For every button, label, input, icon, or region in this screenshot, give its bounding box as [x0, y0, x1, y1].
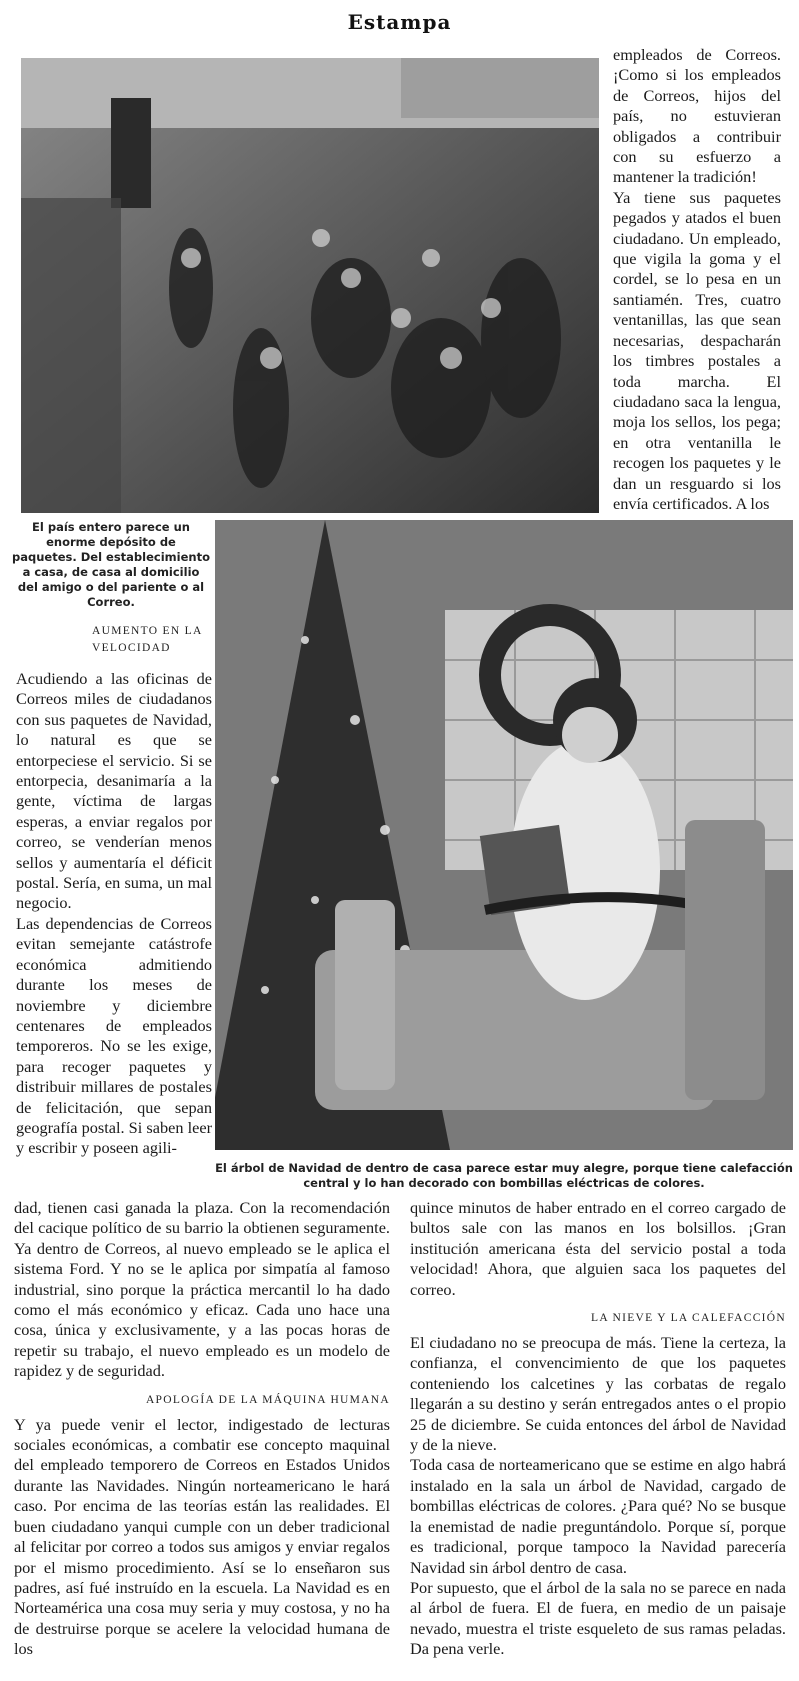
photo-caption: El árbol de Navidad de dentro de casa parece estar muy alegre, porque tiene calefacción central y lo han decorado con bombillas eléctricas de colores. — [215, 1161, 793, 1190]
bottom-left-column — [14, 1198, 390, 1660]
photo-caption: El país entero parece un enorme depósito de paquetes. Del establecimiento a casa, de casa al domicilio del amigo o del pariente o al Correo. — [12, 520, 210, 609]
paragraph: quince minutos de haber entrado en el correo cargado de bultos sale con las manos en los bolsillos. ¡Gran institución americana ésta del servicio postal a toda velocidad! Ahora, que alguien saca los paquetes del correo. — [410, 1198, 786, 1299]
paragraph: Acudiendo a las oficinas de Correos miles de ciudadanos con sus paquetes de Navidad, lo natural es que se entorpeciese el servicio. Si se entorpecia, desanimaría a la gente, víctima de largas esperas, a enviar regalos por correo, se venderían menos sellos y aumentaría el déficit postal. Sería, en suma, un mal negocio. — [16, 669, 212, 913]
left-column — [16, 623, 212, 1159]
post-office-photo — [21, 58, 599, 513]
bottom-right-column — [410, 1198, 786, 1660]
section-subhead: LA NIEVE Y LA CALEFACCIÓN — [591, 1312, 786, 1325]
paragraph: Y ya puede venir el lector, indigestado de lecturas sociales económicas, a combatir ese concepto maquinal del empleado temporero de Correos en Estados Unidos durante las Navidades. Ningún norteamericano le hará caso. Por encima de las teorías están las realidades. El buen ciudadano yanqui cumple con un deber tradicional al felicitar por correo a todos sus amigos y enviar regalos por el mismo procedimiento. Así se lo enseñaron sus padres, así fué instruído en la escuela. La Navidad es en Norteamérica una cosa muy seria y muy costosa, y no ha de destruirse porque se acelere la velocidad humana de los — [14, 1414, 390, 1659]
paragraph: Las dependencias de Correos evitan semejante catástrofe económica admitiendo durante los meses de noviembre y diciembre centenares de empleados temporeros. No se les exige, para recoger paquetes y distribuir millares de postales de felicitación, que sepan geografía postal. Si saben leer y escribir y poseen agili- — [16, 913, 212, 1158]
section-subhead: AUMENTO EN LA VELOCIDAD — [92, 625, 202, 654]
paragraph: empleados de Correos. ¡Como si los empleados de Correos, hijos del país, no estuvieran obligados a contribuir con su esfuerzo a mantener la tradición! — [613, 45, 781, 187]
section-subhead: APOLOGÍA DE LA MÁQUINA HUMANA — [145, 1393, 390, 1406]
paragraph: Por supuesto, que el árbol de la sala no se parece en nada al árbol de fuera. El de fuera, en medio de un paisaje nevado, muestra el triste esqueleto de sus ramas peladas. Da pena verle. — [410, 1577, 786, 1659]
paragraph: dad, tienen casi ganada la plaza. Con la recomendación del cacique político de su barrio la obtienen seguramente. Ya dentro de Correos, al nuevo empleado se le aplica el sistema Ford. Y no se le aplica por simpatía al famoso industrial, sino porque la práctica mercantil lo ha dado como el más económico y eficaz. Cada uno hace una cosa, única y exclusivamente, y a las pocas horas de repetir su trabajo, el nuevo empleado es un modelo de rapidez y de seguridad. — [14, 1198, 390, 1381]
christmas-tree-photo — [215, 520, 793, 1150]
paragraph: El ciudadano no se preocupa de más. Tiene la certeza, la confianza, el convencimiento de que los paquetes conteniendo los calcetines y las corbatas de regalo llegarán a su destino y serán entregados antes o el propio 25 de diciembre. Se cuida entonces del árbol de Navidad y de la nieve. — [410, 1333, 786, 1455]
right-top-column — [613, 45, 781, 514]
paragraph: Ya tiene sus paquetes pegados y atados el buen ciudadano. Un empleado, que vigila la goma y el cordel, se lo pesa en un santiamén. Tres, cuatro ventanillas, las que sean necesarias, despacharán los timbres postales a toda marcha. El ciudadano saca la lengua, moja los sellos, los pega; en otra ventanilla le recogen los paquetes y le dan un resguardo si los envía certificados. A los — [613, 187, 781, 513]
page-title: Estampa — [347, 10, 452, 34]
paragraph: Toda casa de norteamericano que se estime en algo habrá instalado en la sala un árbol de Navidad, cargado de bombillas eléctricas de colores. ¿Para qué? No se busque la enemistad de nadie preguntándolo. Porque sí, porque es tradicional, porque tampoco la Navidad parecería Navidad sin árbol dentro de casa. — [410, 1455, 786, 1577]
